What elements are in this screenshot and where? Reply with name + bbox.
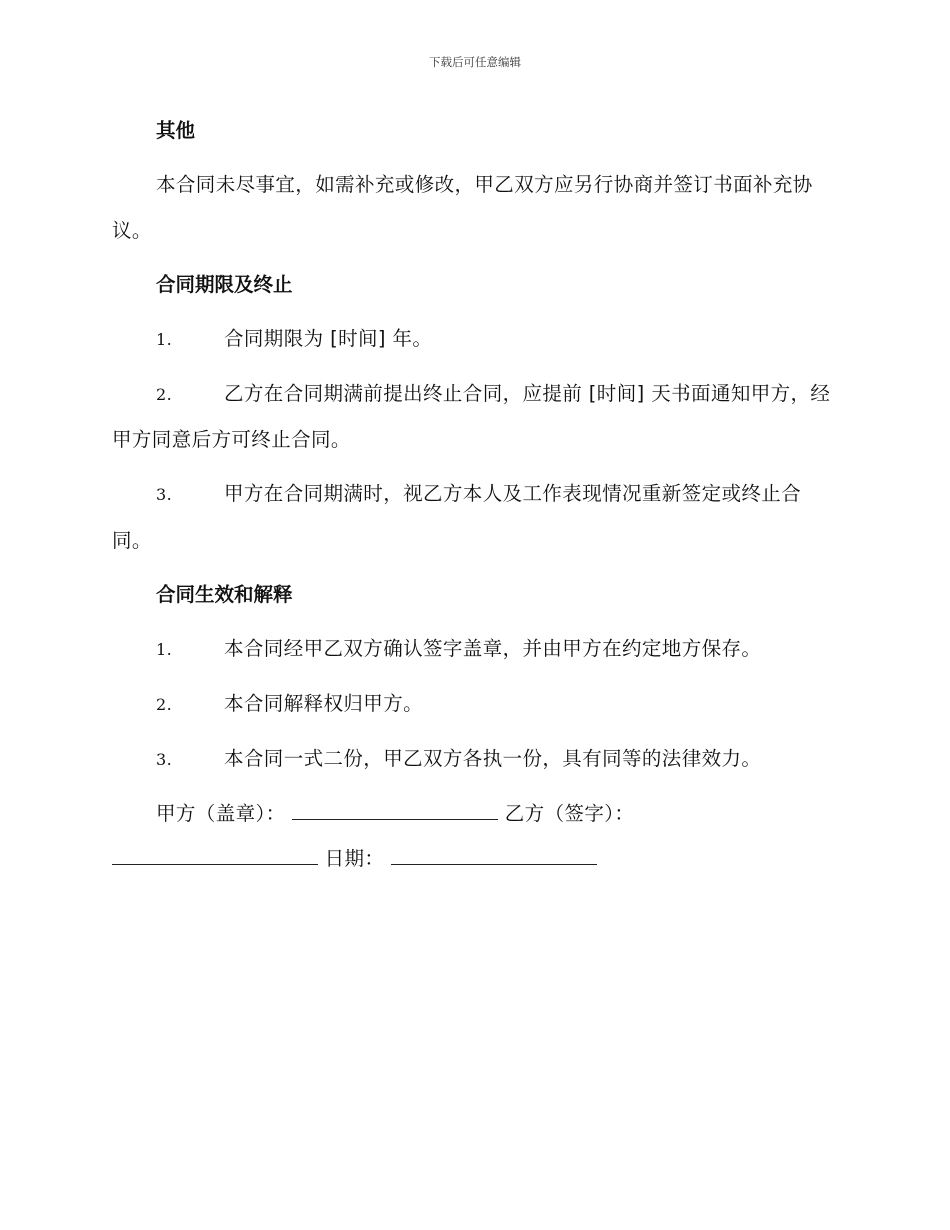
- section-heading-effect: 合同生效和解释: [156, 582, 293, 606]
- effect-item-2: [112, 681, 838, 728]
- effect-item-1: [112, 626, 838, 673]
- effect-item-2-text: 本合同解释权归甲方。: [224, 691, 424, 715]
- party-b-label: 乙方（签字）：: [504, 801, 635, 825]
- page-header: 下载后可任意编辑: [429, 55, 521, 69]
- party-a-label: 甲方（盖章）：: [156, 801, 286, 825]
- term-item-3-text: 甲方在合同期满时，视乙方本人及工作表现情况重新签定或终止合同。: [112, 482, 802, 552]
- section-heading-other: 其他: [156, 119, 196, 142]
- effect-item-1-text: 本合同经甲乙双方确认签字盖章，并由甲方在约定地方保存。: [224, 636, 762, 660]
- term-item-1-number: 1.: [156, 329, 173, 349]
- date-line[interactable]: [391, 842, 597, 865]
- term-item-1-text: 合同期限为 [时间] 年。: [224, 326, 433, 350]
- term-item-3: [112, 471, 838, 563]
- effect-item-3: [112, 736, 838, 783]
- section-other-paragraph: 本合同未尽事宜，如需补充或修改，甲乙双方应另行协商并签订书面补充协议。: [112, 173, 813, 242]
- party-b-signature-line[interactable]: [112, 842, 318, 865]
- term-item-2: [112, 371, 838, 463]
- document-body: [112, 108, 838, 882]
- term-item-1: [112, 316, 838, 363]
- effect-item-3-number: 3.: [156, 749, 173, 769]
- date-label: 日期：: [324, 847, 385, 870]
- term-item-3-number: 3.: [156, 485, 173, 504]
- effect-item-2-number: 2.: [156, 694, 173, 714]
- term-item-2-number: 2.: [156, 384, 173, 404]
- term-item-2-text: 乙方在合同期满前提出终止合同，应提前 [时间] 天书面通知甲方，经甲方同意后方可终止合同。: [112, 381, 831, 451]
- effect-item-1-number: 1.: [156, 639, 173, 659]
- section-heading-term: 合同期限及终止: [156, 272, 293, 296]
- party-a-signature-line[interactable]: [292, 797, 498, 820]
- signature-block: [112, 791, 838, 882]
- effect-item-3-text: 本合同一式二份，甲乙双方各执一份，具有同等的法律效力。: [224, 746, 762, 770]
